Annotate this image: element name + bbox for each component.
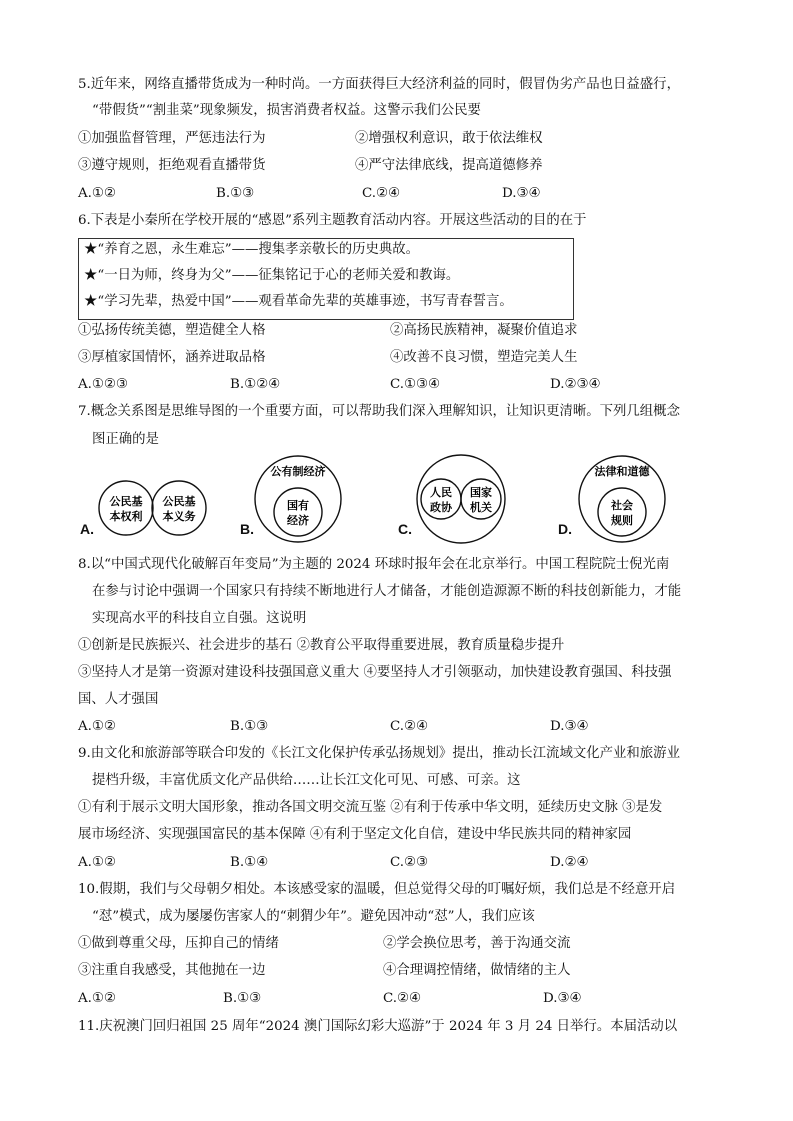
q8-stem-line3: 实现高水平的科技自立自强。这说明 (92, 611, 307, 626)
q8-statements-1-2: ①创新是民族振兴、社会进步的基石 ②教育公平取得重要进展，教育质量稳步提升 (78, 638, 565, 653)
q8-statement-4-cont: 国、人才强国 (78, 692, 159, 707)
q6-statement-4: ④改善不良习惯，塑造完美人生 (390, 350, 578, 365)
q7-b-inner-circle (274, 488, 322, 536)
q8-stem-line2: 在参与讨论中强调一个国家只有持续不断地进行人才储备，才能创造源源不断的科技创新能力，才能 (92, 584, 682, 599)
q10-choice-b[interactable]: B.①③ (223, 991, 262, 1006)
q8-choice-a[interactable]: A.①② (78, 719, 116, 734)
q5-statement-2: ②增强权利意识，敢于依法维权 (355, 131, 543, 146)
q5-choice-b[interactable]: B.①③ (216, 186, 255, 201)
q9-statements-line1: ①有利于展示文明大国形象，推动各国文明交流互鉴 ②有利于传承中华文明，延续历史文脉 ③是发 (78, 800, 663, 815)
q10-statement-3: ③注重自我感受，其他抛在一边 (78, 963, 266, 978)
q8-statements-3-4: ③坚持人才是第一资源对建设科技强国意义重大 ④要坚持人才引领驱动，加快建设教育强国、科技强 (78, 665, 672, 680)
q7-diagram-a[interactable] (78, 470, 218, 540)
q6-statement-1: ①弘扬传统美德，塑造健全人格 (78, 323, 266, 338)
q10-choice-c[interactable]: C.②④ (383, 991, 422, 1006)
q5-choice-d[interactable]: D.③④ (502, 186, 541, 201)
q5-statement-3: ③遵守规则，拒绝观看直播带货 (78, 158, 266, 173)
q10-choice-a[interactable]: A.①② (78, 991, 116, 1006)
q5-statement-4: ④严守法律底线，提高道德修养 (355, 158, 543, 173)
q7-a-left-circle (99, 481, 153, 535)
q7-diagram-c[interactable] (400, 453, 530, 545)
q10-statement-1: ①做到尊重父母，压抑自己的情绪 (78, 936, 279, 951)
q9-choice-d[interactable]: D.②④ (550, 855, 589, 870)
q7-diagram-b[interactable] (238, 453, 368, 545)
q5-choice-a[interactable]: A.①② (78, 186, 116, 201)
q6-choice-b[interactable]: B.①②④ (230, 377, 281, 392)
q7-c-left-text2: 政协 (430, 501, 452, 514)
q10-statement-4: ④合理调控情绪，做情绪的主人 (383, 963, 571, 978)
q9-statements-line2: 展市场经济、实现强国富民的基本保障 ④有利于坚定文化自信，建设中华民族共同的精神家园 (78, 827, 632, 842)
q6-choice-c[interactable]: C.①③④ (390, 377, 441, 392)
q9-choice-c[interactable]: C.②③ (390, 855, 429, 870)
q5-stem-line1: 5.近年来，网络直播带货成为一种时尚。一方面获得巨大经济利益的同时，假冒伪劣产品也日益盛行， (78, 77, 680, 92)
q11-stem-line1: 11.庆祝澳门回归祖国 25 周年“2024 澳门国际幻彩大巡游”于 2024 年 3 月 24 日举行。本届活动以 (78, 1019, 678, 1034)
q7-stem-line2: 图正确的是 (92, 432, 159, 447)
q9-choice-b[interactable]: B.①④ (230, 855, 269, 870)
q7-diagram-d-label: D. (558, 521, 572, 537)
q8-choice-b[interactable]: B.①③ (230, 719, 269, 734)
q6-stem: 6.下表是小秦所在学校开展的“感恩”系列主题教育活动内容。开展这些活动的目的在于 (78, 213, 587, 228)
q7-diagram-c-label: C. (398, 521, 412, 537)
q7-a-left-text1: 公民基 (109, 495, 143, 508)
q7-diagram-b-label: B. (240, 521, 254, 537)
q8-choice-c[interactable]: C.②④ (390, 719, 429, 734)
q7-c-right-text1: 国家 (470, 486, 492, 499)
q6-choice-d[interactable]: D.②③④ (550, 377, 601, 392)
q5-stem-line2: “带假货”“割韭菜”现象频发，损害消费者权益。这警示我们公民要 (92, 103, 481, 118)
q9-stem-line2: 提档升级，丰富优质文化产品供给……让长江文化可见、可感、可亲。这 (92, 773, 521, 788)
q7-a-right-text2: 本义务 (162, 510, 196, 523)
q5-choice-c[interactable]: C.②④ (362, 186, 401, 201)
q6-activity-3: ★“学习先辈，热爱中国”——观看革命先辈的英雄事迹，书写青春誓言。 (84, 294, 513, 309)
q7-a-right-circle (152, 481, 206, 535)
q9-stem-line1: 9.由文化和旅游部等联合印发的《长江文化保护传承弘扬规划》提出，推动长江流域文化产业和旅游业 (78, 746, 680, 761)
q7-d-inner-circle (598, 488, 646, 536)
q7-a-left-text2: 本权利 (109, 510, 143, 523)
q10-choice-d[interactable]: D.③④ (543, 991, 582, 1006)
q8-stem-line1: 8.以“中国式现代化破解百年变局”为主题的 2024 环球时报年会在北京举行。中国工程院院士倪光南 (78, 557, 670, 572)
q10-stem-line1: 10.假期，我们与父母朝夕相处。本该感受家的温暖，但总觉得父母的叮嘱好烦，我们总是不经意开启 (78, 882, 676, 897)
q10-stem-line2: “怼”模式，成为屡屡伤害家人的“刺猬少年”。避免因冲动“怼”人，我们应该 (92, 909, 535, 924)
q10-statement-2: ②学会换位思考，善于沟通交流 (383, 936, 571, 951)
q7-b-inner-text1: 国有 (287, 499, 309, 512)
q7-d-outer-text: 法律和道德 (594, 465, 650, 478)
q6-choice-a[interactable]: A.①②③ (78, 377, 128, 392)
q5-statement-1: ①加强监督管理，严惩违法行为 (78, 131, 266, 146)
q7-a-right-text1: 公民基 (162, 495, 196, 508)
q7-diagram-a-label: A. (80, 521, 94, 537)
q7-b-inner-text2: 经济 (287, 514, 309, 527)
q7-c-left-text1: 人民 (430, 486, 452, 499)
q7-diagram-d[interactable] (572, 453, 702, 545)
q8-choice-d[interactable]: D.③④ (550, 719, 589, 734)
q6-activity-table (78, 238, 574, 320)
q7-c-right-text2: 机关 (470, 501, 492, 514)
q7-stem-line1: 7.概念关系图是思维导图的一个重要方面，可以帮助我们深入理解知识，让知识更清晰。下列几组概念 (78, 404, 680, 419)
q6-activity-1: ★“养育之恩，永生难忘”——搜集孝亲敬长的历史典故。 (84, 242, 420, 257)
q6-activity-2: ★“一日为师，终身为父”——征集铭记于心的老师关爱和教诲。 (84, 268, 460, 283)
q7-d-inner-text1: 社会 (611, 499, 633, 512)
q7-d-inner-text2: 规则 (611, 514, 633, 527)
q7-b-outer-text: 公有制经济 (270, 465, 326, 478)
q9-choice-a[interactable]: A.①② (78, 855, 116, 870)
q6-statement-3: ③厚植家国情怀，涵养进取品格 (78, 350, 266, 365)
q6-statement-2: ②高扬民族精神，凝聚价值追求 (390, 323, 578, 338)
